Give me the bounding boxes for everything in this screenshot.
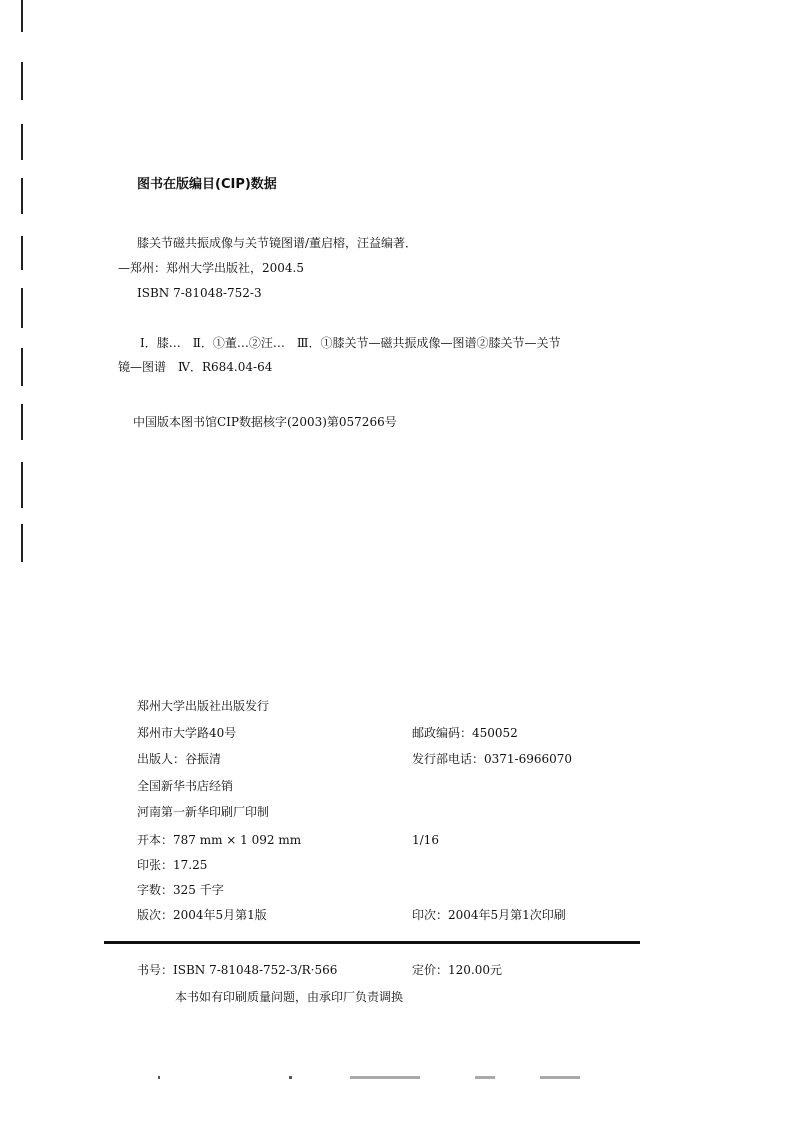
cip-title-line: 膝关节磁共振成像与关节镜图谱/董启榕，汪益编著． [137, 236, 418, 250]
book-number: 书号：ISBN 7-81048-752-3/R·566 [137, 963, 338, 977]
phone: 发行部电话：0371-6966070 [412, 752, 573, 766]
cip-publisher-line: —郑州：郑州大学出版社，2004.5 [118, 261, 304, 275]
scan-margin-mark [21, 62, 23, 100]
cip-approval: 中国版本图书馆CIP数据核字(2003)第057266号 [133, 415, 397, 429]
quality-notice: 本书如有印刷质量问题，由承印厂负责调换 [175, 990, 404, 1004]
price: 定价：120.00元 [412, 963, 502, 977]
scan-margin-mark [21, 236, 23, 270]
printer: 河南第一新华印刷厂印制 [137, 805, 270, 819]
cip-subjects-cont: 镜—图谱 Ⅳ．R684.04-64 [118, 360, 273, 374]
scan-margin-mark [21, 524, 23, 562]
scan-noise [475, 1076, 495, 1079]
publisher: 郑州大学出版社出版发行 [137, 699, 270, 713]
format-fraction: 1/16 [412, 833, 439, 847]
scan-margin-mark [21, 124, 23, 160]
cip-subjects: Ⅰ．膝… Ⅱ．①董…②汪… Ⅲ．①膝关节—磁共振成像—图谱②膝关节—关节 [140, 336, 561, 350]
publisher-person: 出版人：谷振清 [137, 752, 222, 766]
printing: 印次：2004年5月第1次印刷 [412, 908, 566, 922]
edition: 版次：2004年5月第1版 [137, 908, 267, 922]
cip-isbn: ISBN 7-81048-752-3 [137, 286, 262, 300]
scan-noise [289, 1076, 292, 1079]
address: 郑州市大学路40号 [137, 726, 237, 740]
scan-margin-mark [21, 404, 23, 440]
scan-margin-mark [21, 178, 23, 214]
divider [104, 941, 640, 944]
scan-margin-mark [21, 0, 23, 32]
scan-margin-mark [21, 288, 23, 328]
scan-noise [540, 1076, 580, 1079]
wordcount: 字数：325 千字 [137, 883, 224, 897]
scan-noise [350, 1076, 420, 1079]
scan-margin-mark [21, 462, 23, 508]
cip-heading: 图书在版编目(CIP)数据 [137, 177, 277, 192]
postcode: 邮政编码：450052 [412, 726, 518, 740]
scan-noise [158, 1076, 160, 1079]
format: 开本：787 mm × 1 092 mm [137, 833, 302, 847]
distributor: 全国新华书店经销 [137, 779, 234, 793]
scan-margin-mark [21, 348, 23, 386]
sheets: 印张：17.25 [137, 858, 208, 872]
